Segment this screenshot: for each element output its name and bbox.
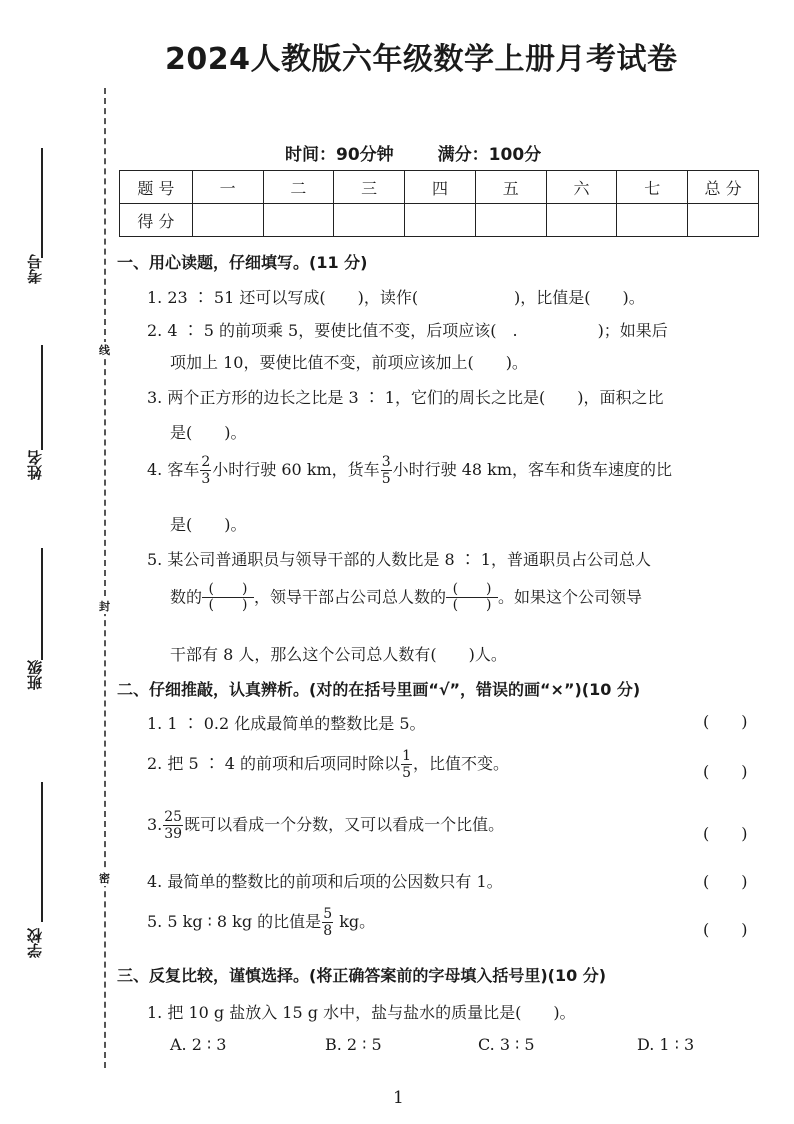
fraction <box>200 455 211 486</box>
score-cell <box>688 204 759 237</box>
binding-char-seal: 封 <box>99 600 110 613</box>
option-d: D. 1 ∶ 3 <box>637 1035 695 1054</box>
text: 5. 5 kg ∶ 8 kg 的比值是 <box>147 912 322 931</box>
exam-number-line <box>41 148 43 258</box>
score-header-cell: 题 号 <box>120 171 193 204</box>
binding-char-secret: 密 <box>99 872 110 885</box>
section-1-heading: 一、用心读题，仔细填写。(11 分) <box>117 253 368 272</box>
school-line <box>41 782 43 922</box>
fraction <box>322 907 333 938</box>
s2-question-4: 4. 最简单的整数比的前项和后项的公因数只有 1。 <box>147 872 503 891</box>
text: 小时行驶 60 km，货车 <box>212 460 380 479</box>
score-cell <box>405 204 476 237</box>
score-header-cell: 二 <box>263 171 334 204</box>
fraction-blank <box>446 582 498 614</box>
text: 4. 客车 <box>147 460 200 479</box>
exam-time: 时间：90分钟 <box>285 145 394 165</box>
s3-question-1: 1. 把 10 g 盐放入 15 g 水中，盐与盐水的质量比是( )。 <box>147 1003 576 1022</box>
numerator: 5 <box>323 906 333 922</box>
text: 。如果这个公司领导 <box>498 587 643 607</box>
section-2-heading: 二、仔细推敲，认真辨析。(对的在括号里画“√”，错误的画“×”)(10 分) <box>117 680 641 699</box>
score-header-cell: 一 <box>192 171 263 204</box>
exam-full-score: 满分：100分 <box>437 145 542 165</box>
answer-paren: ( ) <box>703 762 748 781</box>
numerator-blank: ( ) <box>446 582 498 598</box>
s1-question-4-line2: 是( )。 <box>170 515 247 534</box>
s1-question-5-line3: 干部有 8 人，那么这个公司总人数有( )人。 <box>170 645 507 664</box>
s2-question-3 <box>147 810 504 841</box>
text: 2. 把 5 ∶ 4 的前项和后项同时除以 <box>147 754 401 773</box>
fraction-blank <box>202 582 254 614</box>
score-cell <box>334 204 405 237</box>
score-row-label: 得 分 <box>120 204 193 237</box>
s2-question-2 <box>147 749 509 780</box>
numerator: 3 <box>381 454 391 470</box>
answer-paren: ( ) <box>703 920 748 939</box>
name-label: 姓名 <box>26 450 44 480</box>
option-a: A. 2 ∶ 3 <box>170 1035 227 1054</box>
s1-question-4-line1 <box>147 455 672 486</box>
option-b: B. 2 ∶ 5 <box>325 1035 382 1054</box>
s1-question-3-line1: 3. 两个正方形的边长之比是 3 ∶ 1，它们的周长之比是( )，面积之比 <box>147 388 664 407</box>
score-cell <box>263 204 334 237</box>
fraction <box>401 749 412 780</box>
name-line <box>41 345 43 450</box>
score-cell <box>546 204 617 237</box>
page-title: 2024人教版六年级数学上册月考试卷 <box>165 42 678 77</box>
fraction <box>381 455 392 486</box>
numerator: 2 <box>201 454 211 470</box>
fraction <box>163 810 183 841</box>
score-header-cell: 四 <box>405 171 476 204</box>
page-number: 1 <box>393 1088 404 1108</box>
denominator: 39 <box>164 826 183 842</box>
option-c: C. 3 ∶ 5 <box>478 1035 535 1054</box>
denominator-blank: ( ) <box>208 597 248 614</box>
numerator: 1 <box>402 748 411 764</box>
denominator: 3 <box>201 471 211 487</box>
denominator: 5 <box>381 471 391 487</box>
text: ，比值不变。 <box>412 754 509 773</box>
s2-question-5 <box>147 907 375 938</box>
answer-paren: ( ) <box>703 712 748 731</box>
score-table <box>119 170 759 237</box>
score-header-cell: 总 分 <box>688 171 759 204</box>
answer-paren: ( ) <box>703 824 748 843</box>
score-table-header-row <box>120 171 759 204</box>
binding-char-line: 线 <box>99 344 110 357</box>
denominator: 8 <box>323 923 333 939</box>
score-table-score-row <box>120 204 759 237</box>
class-line <box>41 548 43 660</box>
binding-dashed-line <box>104 88 106 1068</box>
numerator-blank: ( ) <box>202 582 254 598</box>
s1-question-1: 1. 23 ∶ 51 还可以写成( )，读作( )，比值是( )。 <box>147 288 645 307</box>
s1-question-3-line2: 是( )。 <box>170 423 247 442</box>
text: kg。 <box>334 912 376 931</box>
text: 既可以看成一个分数，又可以看成一个比值。 <box>184 815 505 834</box>
s1-question-5-line2 <box>170 582 642 614</box>
score-cell <box>192 204 263 237</box>
score-header-cell: 五 <box>475 171 546 204</box>
answer-paren: ( ) <box>703 872 748 891</box>
denominator: 5 <box>402 765 411 781</box>
s1-question-5-line1: 5. 某公司普通职员与领导干部的人数比是 8 ∶ 1，普通职员占公司总人 <box>147 550 651 569</box>
s1-question-2-line1: 2. 4 ∶ 5 的前项乘 5，要使比值不变，后项应该( . )；如果后 <box>147 321 668 340</box>
text: 数的 <box>170 587 203 607</box>
s1-question-2-line2: 项加上 10，要使比值不变，前项应该加上( )。 <box>170 353 528 372</box>
score-header-cell: 七 <box>617 171 688 204</box>
section-3-heading: 三、反复比较，谨慎选择。(将正确答案前的字母填入括号里)(10 分) <box>117 966 607 985</box>
exam-info <box>285 140 541 165</box>
score-cell <box>475 204 546 237</box>
school-label: 学校 <box>26 928 44 958</box>
exam-number-label: 考号 <box>26 254 44 284</box>
text: 3. <box>147 815 163 834</box>
text: ，领导干部占公司总人数的 <box>254 587 447 607</box>
text: 小时行驶 48 km，客车和货车速度的比 <box>392 460 673 479</box>
denominator-blank: ( ) <box>452 597 492 614</box>
score-header-cell: 三 <box>334 171 405 204</box>
score-cell <box>617 204 688 237</box>
s2-question-1: 1. 1 ∶ 0.2 化成最简单的整数比是 5。 <box>147 714 426 733</box>
class-label: 班级 <box>26 660 44 690</box>
score-header-cell: 六 <box>546 171 617 204</box>
numerator: 25 <box>164 809 183 825</box>
